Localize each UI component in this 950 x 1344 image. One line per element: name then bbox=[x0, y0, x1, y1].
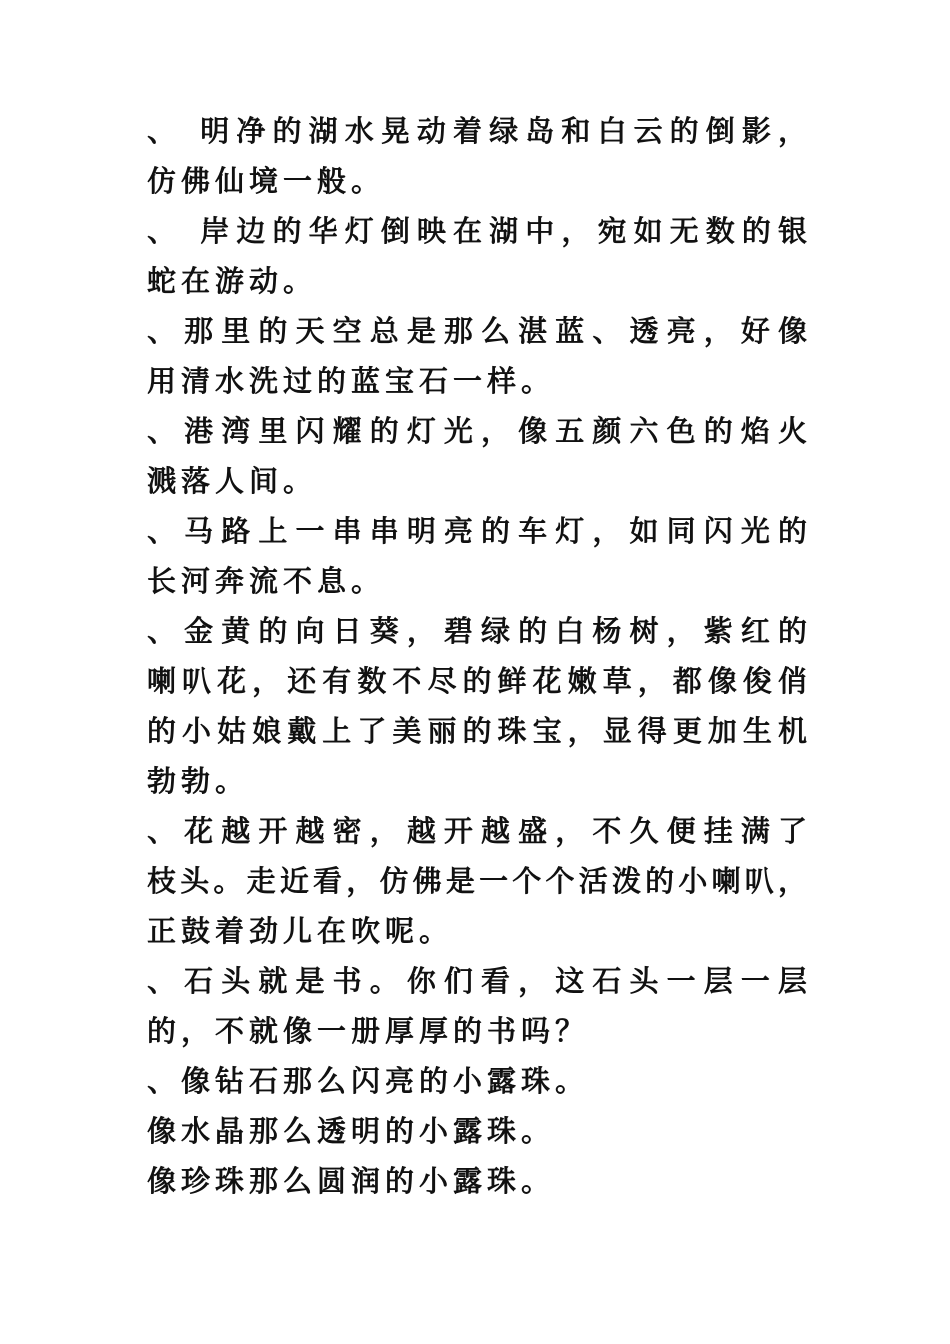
text-line: 像水晶那么透明的小露珠。 bbox=[147, 1114, 556, 1148]
text-line: 、 明净的湖水晃动着绿岛和白云的倒影， bbox=[147, 114, 807, 148]
text-line: 、那里的天空总是那么湛蓝、透亮，好像 bbox=[147, 314, 807, 348]
text-line: 、港湾里闪耀的灯光，像五颜六色的焰火 bbox=[147, 414, 807, 448]
document-body bbox=[147, 106, 807, 1206]
text-line: 喇叭花，还有数不尽的鲜花嫩草，都像俊俏 bbox=[147, 664, 807, 698]
text-line: 、马路上一串串明亮的车灯，如同闪光的 bbox=[147, 514, 807, 548]
text-line: 、石头就是书。你们看，这石头一层一层 bbox=[147, 964, 807, 998]
text-line: 蛇在游动。 bbox=[147, 264, 318, 298]
text-line: 溅落人间。 bbox=[147, 464, 318, 498]
text-line: 用清水洗过的蓝宝石一样。 bbox=[147, 364, 556, 398]
text-line: 、花越开越密，越开越盛，不久便挂满了 bbox=[147, 814, 807, 848]
text-line: 的，不就像一册厚厚的书吗？ bbox=[147, 1014, 590, 1048]
text-line: 、金黄的向日葵，碧绿的白杨树，紫红的 bbox=[147, 614, 807, 648]
text-line: 、 岸边的华灯倒映在湖中，宛如无数的银 bbox=[147, 214, 807, 248]
text-line: 枝头。走近看，仿佛是一个个活泼的小喇叭， bbox=[147, 864, 807, 898]
text-line: 正鼓着劲儿在吹呢。 bbox=[147, 914, 454, 948]
text-line: 勃勃。 bbox=[147, 764, 250, 798]
text-line: 、像钻石那么闪亮的小露珠。 bbox=[147, 1064, 590, 1098]
text-line: 的小姑娘戴上了美丽的珠宝，显得更加生机 bbox=[147, 714, 807, 748]
text-line: 长河奔流不息。 bbox=[147, 564, 386, 598]
text-line: 仿佛仙境一般。 bbox=[147, 164, 386, 198]
text-line: 像珍珠那么圆润的小露珠。 bbox=[147, 1164, 556, 1198]
